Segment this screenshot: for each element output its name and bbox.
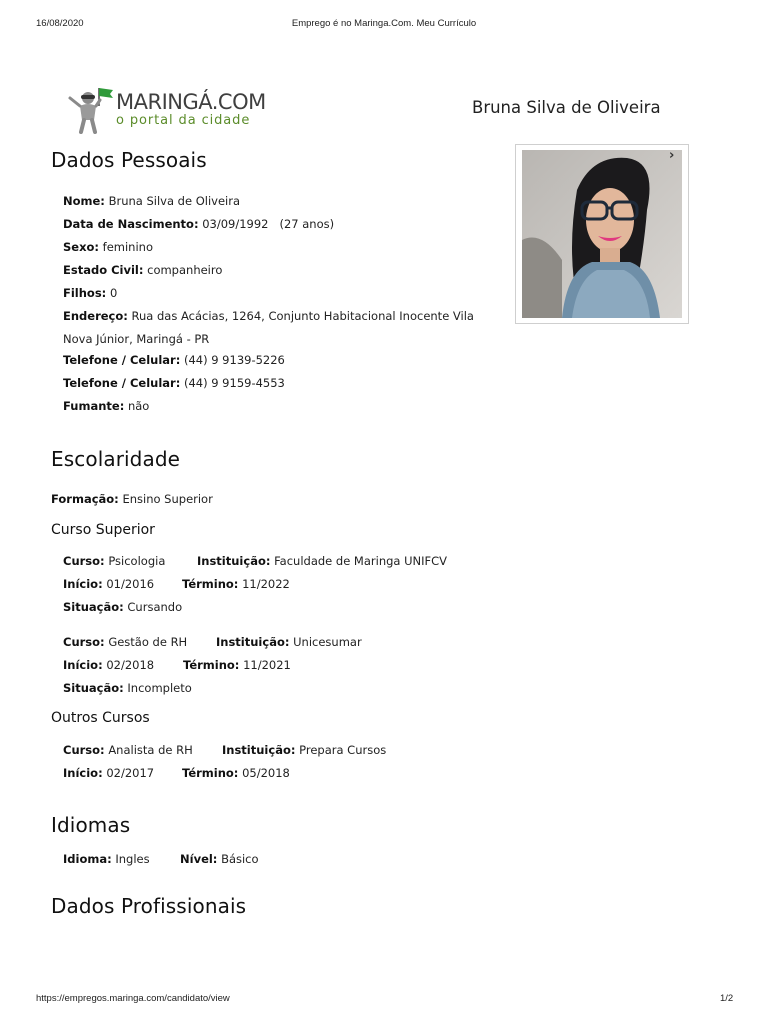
value-situacao: Incompleto	[127, 681, 192, 695]
label-sexo: Sexo:	[63, 240, 99, 254]
logo-tagline: o portal da cidade	[116, 113, 251, 128]
value-situacao: Cursando	[127, 600, 183, 614]
label-formacao: Formação:	[51, 492, 119, 506]
outros-1-inicio	[63, 766, 154, 780]
label-curso: Curso:	[63, 743, 105, 757]
label-estado-civil: Estado Civil:	[63, 263, 144, 277]
label-curso: Curso:	[63, 635, 105, 649]
value-curso: Gestão de RH	[108, 635, 188, 649]
label-endereco: Endereço:	[63, 309, 128, 323]
section-title-idiomas: Idiomas	[51, 813, 131, 837]
value-telefone-1: (44) 9 9139-5226	[183, 353, 285, 367]
value-curso: Analista de RH	[108, 743, 193, 757]
value-instituicao: Prepara Cursos	[299, 743, 387, 757]
label-instituicao: Instituição:	[222, 743, 296, 757]
label-inicio: Início:	[63, 658, 103, 672]
superior-1-inicio	[63, 577, 154, 591]
label-telefone-1: Telefone / Celular:	[63, 353, 181, 367]
label-situacao: Situação:	[63, 681, 124, 695]
superior-1-curso	[63, 554, 165, 568]
value-inicio: 02/2018	[106, 658, 155, 672]
idioma-1	[63, 852, 150, 866]
value-nivel: Básico	[221, 852, 259, 866]
label-nome: Nome:	[63, 194, 105, 208]
print-footer-url: https://empregos.maringa.com/candidato/view	[36, 993, 230, 1004]
value-formacao: Ensino Superior	[122, 492, 213, 506]
nivel-1	[180, 852, 259, 866]
value-termino: 11/2022	[242, 577, 290, 591]
superior-2-curso	[63, 635, 187, 649]
value-inicio: 01/2016	[106, 577, 155, 591]
outros-1-termino	[182, 766, 290, 780]
superior-1-instituicao	[197, 554, 447, 568]
field-nome	[63, 194, 240, 208]
print-title: Emprego é no Maringa.Com. Meu Currículo	[291, 18, 477, 29]
candidate-name-header: Bruna Silva de Oliveira	[472, 98, 661, 117]
field-fumante	[63, 399, 149, 413]
field-telefone-1	[63, 353, 285, 367]
logo-brand: MARINGÁ.COM	[116, 90, 266, 114]
field-formacao	[51, 492, 213, 506]
label-inicio: Início:	[63, 766, 103, 780]
section-title-dados-profissionais: Dados Profissionais	[51, 894, 247, 918]
field-estado-civil	[63, 263, 222, 277]
field-endereco-line2: Nova Júnior, Maringá - PR	[63, 332, 210, 346]
label-termino: Término:	[182, 577, 239, 591]
value-instituicao: Unicesumar	[293, 635, 362, 649]
value-endereco: Rua das Acácias, 1264, Conjunto Habitacional Inocente Vila	[131, 309, 474, 323]
value-estado-civil: companheiro	[147, 263, 223, 277]
value-idioma: Ingles	[115, 852, 150, 866]
field-endereco	[63, 309, 474, 323]
subsection-title-curso-superior: Curso Superior	[51, 522, 155, 538]
value-inicio: 02/2017	[106, 766, 155, 780]
label-inicio: Início:	[63, 577, 103, 591]
value-fumante: não	[127, 399, 150, 413]
label-termino: Término:	[183, 658, 240, 672]
value-instituicao: Faculdade de Maringa UNIFCV	[274, 554, 448, 568]
outros-1-curso	[63, 743, 193, 757]
field-nascimento	[63, 217, 334, 231]
label-situacao: Situação:	[63, 600, 124, 614]
label-curso: Curso:	[63, 554, 105, 568]
value-termino: 11/2021	[243, 658, 291, 672]
profile-photo	[522, 150, 682, 318]
value-curso: Psicologia	[108, 554, 166, 568]
superior-1-termino	[182, 577, 290, 591]
superior-2-inicio	[63, 658, 154, 672]
section-title-dados-pessoais: Dados Pessoais	[51, 148, 207, 172]
label-idioma: Idioma:	[63, 852, 112, 866]
label-filhos: Filhos:	[63, 286, 107, 300]
label-nivel: Nível:	[180, 852, 218, 866]
section-title-escolaridade: Escolaridade	[51, 447, 181, 471]
outros-1-instituicao	[222, 743, 386, 757]
field-telefone-2	[63, 376, 285, 390]
print-footer-page: 1/2	[720, 993, 734, 1004]
profile-photo-frame	[515, 144, 689, 324]
subsection-title-outros-cursos: Outros Cursos	[51, 710, 150, 726]
value-nome: Bruna Silva de Oliveira	[108, 194, 240, 208]
superior-2-instituicao	[216, 635, 362, 649]
label-telefone-2: Telefone / Celular:	[63, 376, 181, 390]
photo-next-chevron-right-icon[interactable]: ›	[669, 148, 675, 163]
logo-mascot-icon	[66, 84, 114, 134]
field-sexo	[63, 240, 153, 254]
label-fumante: Fumante:	[63, 399, 125, 413]
value-sexo: feminino	[102, 240, 153, 254]
label-termino: Término:	[182, 766, 239, 780]
value-filhos: 0	[109, 286, 118, 300]
superior-1-situacao	[63, 600, 182, 614]
superior-2-situacao	[63, 681, 192, 695]
label-nascimento: Data de Nascimento:	[63, 217, 199, 231]
label-instituicao: Instituição:	[216, 635, 290, 649]
value-telefone-2: (44) 9 9159-4553	[183, 376, 285, 390]
value-termino: 05/2018	[242, 766, 290, 780]
print-date: 16/08/2020	[36, 18, 84, 29]
superior-2-termino	[183, 658, 291, 672]
field-filhos	[63, 286, 117, 300]
label-instituicao: Instituição:	[197, 554, 271, 568]
value-nascimento: 03/09/1992 (27 anos)	[202, 217, 335, 231]
